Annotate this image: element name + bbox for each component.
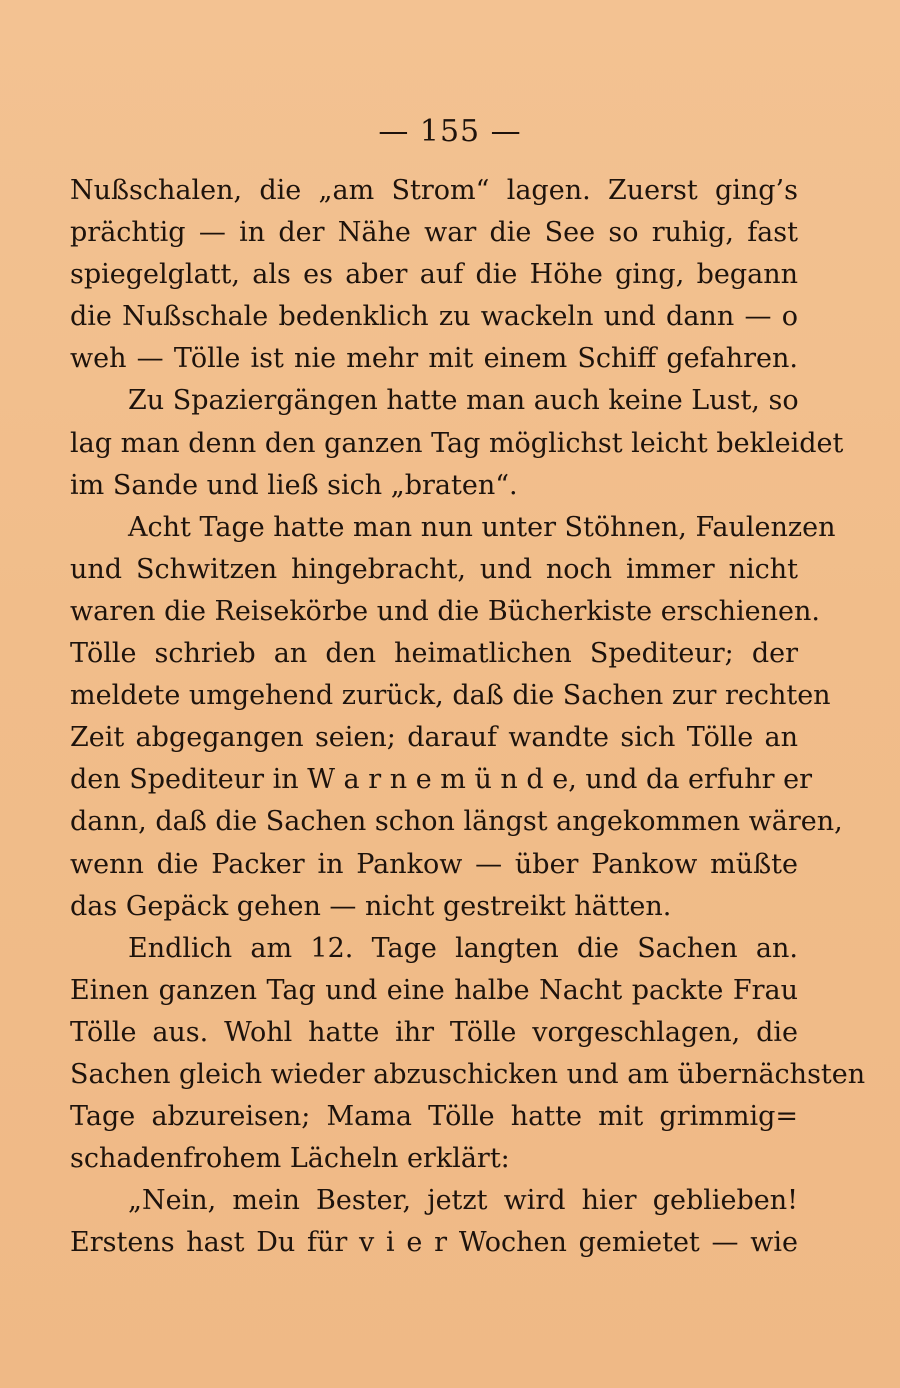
text-line: im Sande und ließ sich „braten“. — [70, 469, 518, 501]
text-line: weh — Tölle ist nie mehr mit einem Schiff gefahren. — [70, 343, 798, 375]
text-line: meldete umgehend zurück, daß die Sachen zur rechten — [70, 680, 831, 712]
text-line: Acht Tage hatte man nun unter Stöhnen, Faulenzen — [128, 511, 836, 543]
text-line: schadenfrohem Lächeln erklärt: — [70, 1143, 510, 1175]
text-line: Tölle aus. Wohl hatte ihr Tölle vorgeschlagen, die — [70, 1016, 798, 1048]
text-line: Tage abzureisen; Mama Tölle hatte mit grimmig= — [70, 1101, 798, 1133]
text-line: das Gepäck gehen — nicht gestreikt hätten. — [70, 890, 672, 922]
text-line: Einen ganzen Tag und eine halbe Nacht packte Frau — [70, 974, 798, 1006]
text-line: dann, daß die Sachen schon längst angekommen wären, — [70, 806, 843, 838]
text-line: Zu Spaziergängen hatte man auch keine Lust, so — [128, 385, 799, 417]
text-line: lag man denn den ganzen Tag möglichst leicht bekleidet — [70, 427, 844, 459]
text-line: die Nußschale bedenklich zu wackeln und dann — o — [70, 301, 798, 333]
text-line: Endlich am 12. Tage langten die Sachen an. — [128, 932, 798, 964]
text-line: den Spediteur in W a r n e m ü n d e, und da erfuhr er — [70, 764, 813, 796]
text-line: wenn die Packer in Pankow — über Pankow müßte — [70, 848, 798, 880]
text-line: spiegelglatt, als es aber auf die Höhe ging, begann — [70, 259, 798, 291]
text-line: „Nein, mein Bester, jetzt wird hier geblieben! — [128, 1185, 798, 1217]
text-line: Erstens hast Du für v i e r Wochen gemietet — wie — [70, 1227, 798, 1259]
text-line: und Schwitzen hingebracht, und noch immer nicht — [70, 553, 798, 585]
text-line: Tölle schrieb an den heimatlichen Spediteur; der — [70, 638, 798, 670]
text-line: prächtig — in der Nähe war die See so ruhig, fast — [70, 217, 798, 249]
body-text — [70, 170, 866, 1264]
text-line: Nußschalen, die „am Strom“ lagen. Zuerst ging’s — [70, 175, 798, 206]
text-line: Sachen gleich wieder abzuschicken und am übernächsten — [70, 1058, 866, 1090]
text-line: waren die Reisekörbe und die Bücherkiste erschienen. — [70, 595, 820, 627]
page-number: — 155 — — [378, 114, 522, 149]
text-line: Zeit abgegangen seien; darauf wandte sich Tölle an — [70, 722, 798, 754]
